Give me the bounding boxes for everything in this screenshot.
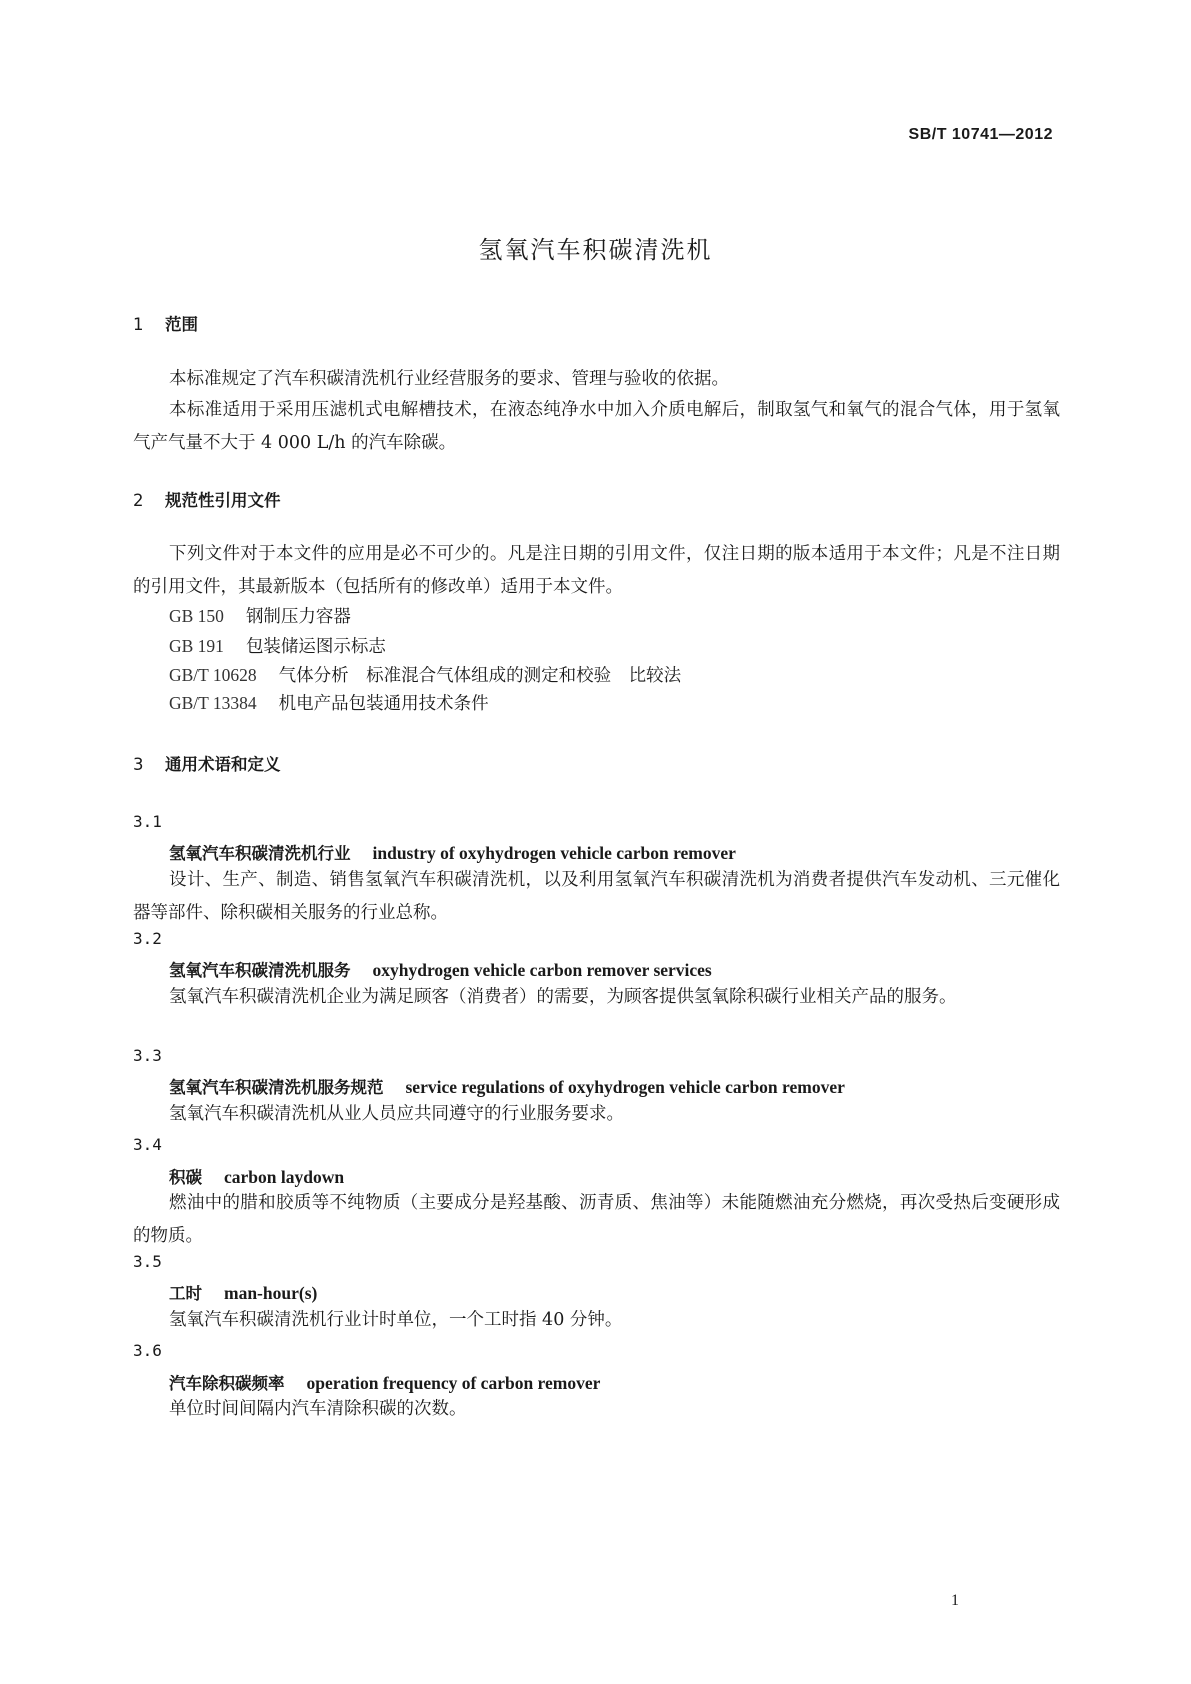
reference-code: GB 150 (169, 606, 224, 626)
term-heading (169, 957, 712, 981)
term-definition: 氢氧汽车积碳清洗机企业为满足顾客（消费者）的需要，为顾客提供氢氧除积碳行业相关产品的服务。 (169, 987, 957, 1007)
term-en: carbon laydown (224, 1167, 345, 1187)
term-definition: 燃油中的腊和胶质等不纯物质（主要成分是羟基酸、沥青质、焦油等）未能随燃油充分燃烧，再次受热后变硬形成的物质。 (133, 1193, 1060, 1246)
term-heading (169, 1370, 600, 1394)
term-zh: 氢氧汽车积碳清洗机服务规范 (169, 1078, 384, 1097)
section-title: 通用术语和定义 (165, 755, 281, 774)
section-number: 2 (133, 491, 144, 510)
term-heading (169, 1164, 344, 1188)
term-en: oxyhydrogen vehicle carbon remover services (372, 960, 712, 980)
reference-item (169, 662, 681, 687)
reference-title: 钢制压力容器 (245, 607, 351, 627)
reference-item (169, 603, 351, 628)
reference-item (169, 690, 489, 715)
section-number: 3 (133, 755, 144, 774)
term-heading (169, 840, 736, 864)
section-1-heading (133, 311, 198, 335)
term-heading (169, 1074, 845, 1098)
document-title: 氢氧汽车积碳清洗机 (478, 236, 713, 264)
reference-code: GB/T 10628 (169, 665, 257, 685)
term-number: 3.4 (133, 1135, 162, 1154)
term-number: 3.1 (133, 812, 162, 831)
reference-title: 气体分析 标准混合气体组成的测定和校验 比较法 (278, 666, 682, 686)
section-1-paragraph: 本标准规定了汽车积碳清洗机行业经营服务的要求、管理与验收的依据。 (169, 369, 729, 389)
section-title: 范围 (165, 315, 198, 334)
reference-code: GB/T 13384 (169, 693, 257, 713)
term-definition: 氢氧汽车积碳清洗机行业计时单位，一个工时指 40 分钟。 (169, 1310, 623, 1330)
page-number: 1 (951, 1592, 959, 1609)
term-definition: 设计、生产、制造、销售氢氧汽车积碳清洗机，以及利用氢氧汽车积碳清洗机为消费者提供汽车发动机、三元催化器等部件、除积碳相关服务的行业总称。 (133, 870, 1060, 923)
reference-title: 包装储运图示标志 (245, 637, 386, 657)
term-number: 3.5 (133, 1252, 162, 1271)
standard-code: SB/T 10741—2012 (908, 126, 1053, 143)
term-heading (169, 1280, 317, 1304)
term-zh: 汽车除积碳频率 (169, 1374, 285, 1393)
section-2-intro: 下列文件对于本文件的应用是必不可少的。凡是注日期的引用文件，仅注日期的版本适用于本文件；凡是不注日期的引用文件，其最新版本（包括所有的修改单）适用于本文件。 (133, 544, 1060, 597)
reference-title: 机电产品包装通用技术条件 (278, 694, 489, 714)
term-zh: 氢氧汽车积碳清洗机行业 (169, 844, 351, 863)
term-definition: 单位时间间隔内汽车清除积碳的次数。 (169, 1399, 467, 1419)
term-en: operation frequency of carbon remover (306, 1373, 601, 1393)
term-zh: 工时 (169, 1284, 202, 1303)
section-2-heading (133, 487, 281, 511)
term-en: service regulations of oxyhydrogen vehicle carbon remover (405, 1077, 845, 1097)
term-number: 3.6 (133, 1341, 162, 1360)
reference-item (169, 633, 386, 658)
section-1-paragraph: 本标准适用于采用压滤机式电解槽技术，在液态纯净水中加入介质电解后，制取氢气和氧气的混合气体，用于氢氧气产气量不大于 4 000 L/h 的汽车除碳。 (133, 400, 1060, 453)
term-number: 3.3 (133, 1046, 162, 1065)
section-number: 1 (133, 315, 144, 334)
term-en: man-hour(s) (224, 1283, 318, 1303)
term-definition: 氢氧汽车积碳清洗机从业人员应共同遵守的行业服务要求。 (169, 1104, 624, 1124)
term-en: industry of oxyhydrogen vehicle carbon remover (372, 843, 736, 863)
term-number: 3.2 (133, 929, 162, 948)
term-zh: 氢氧汽车积碳清洗机服务 (169, 961, 351, 980)
section-title: 规范性引用文件 (165, 491, 281, 510)
section-3-heading (133, 751, 281, 775)
reference-code: GB 191 (169, 636, 224, 656)
term-zh: 积碳 (169, 1168, 202, 1187)
